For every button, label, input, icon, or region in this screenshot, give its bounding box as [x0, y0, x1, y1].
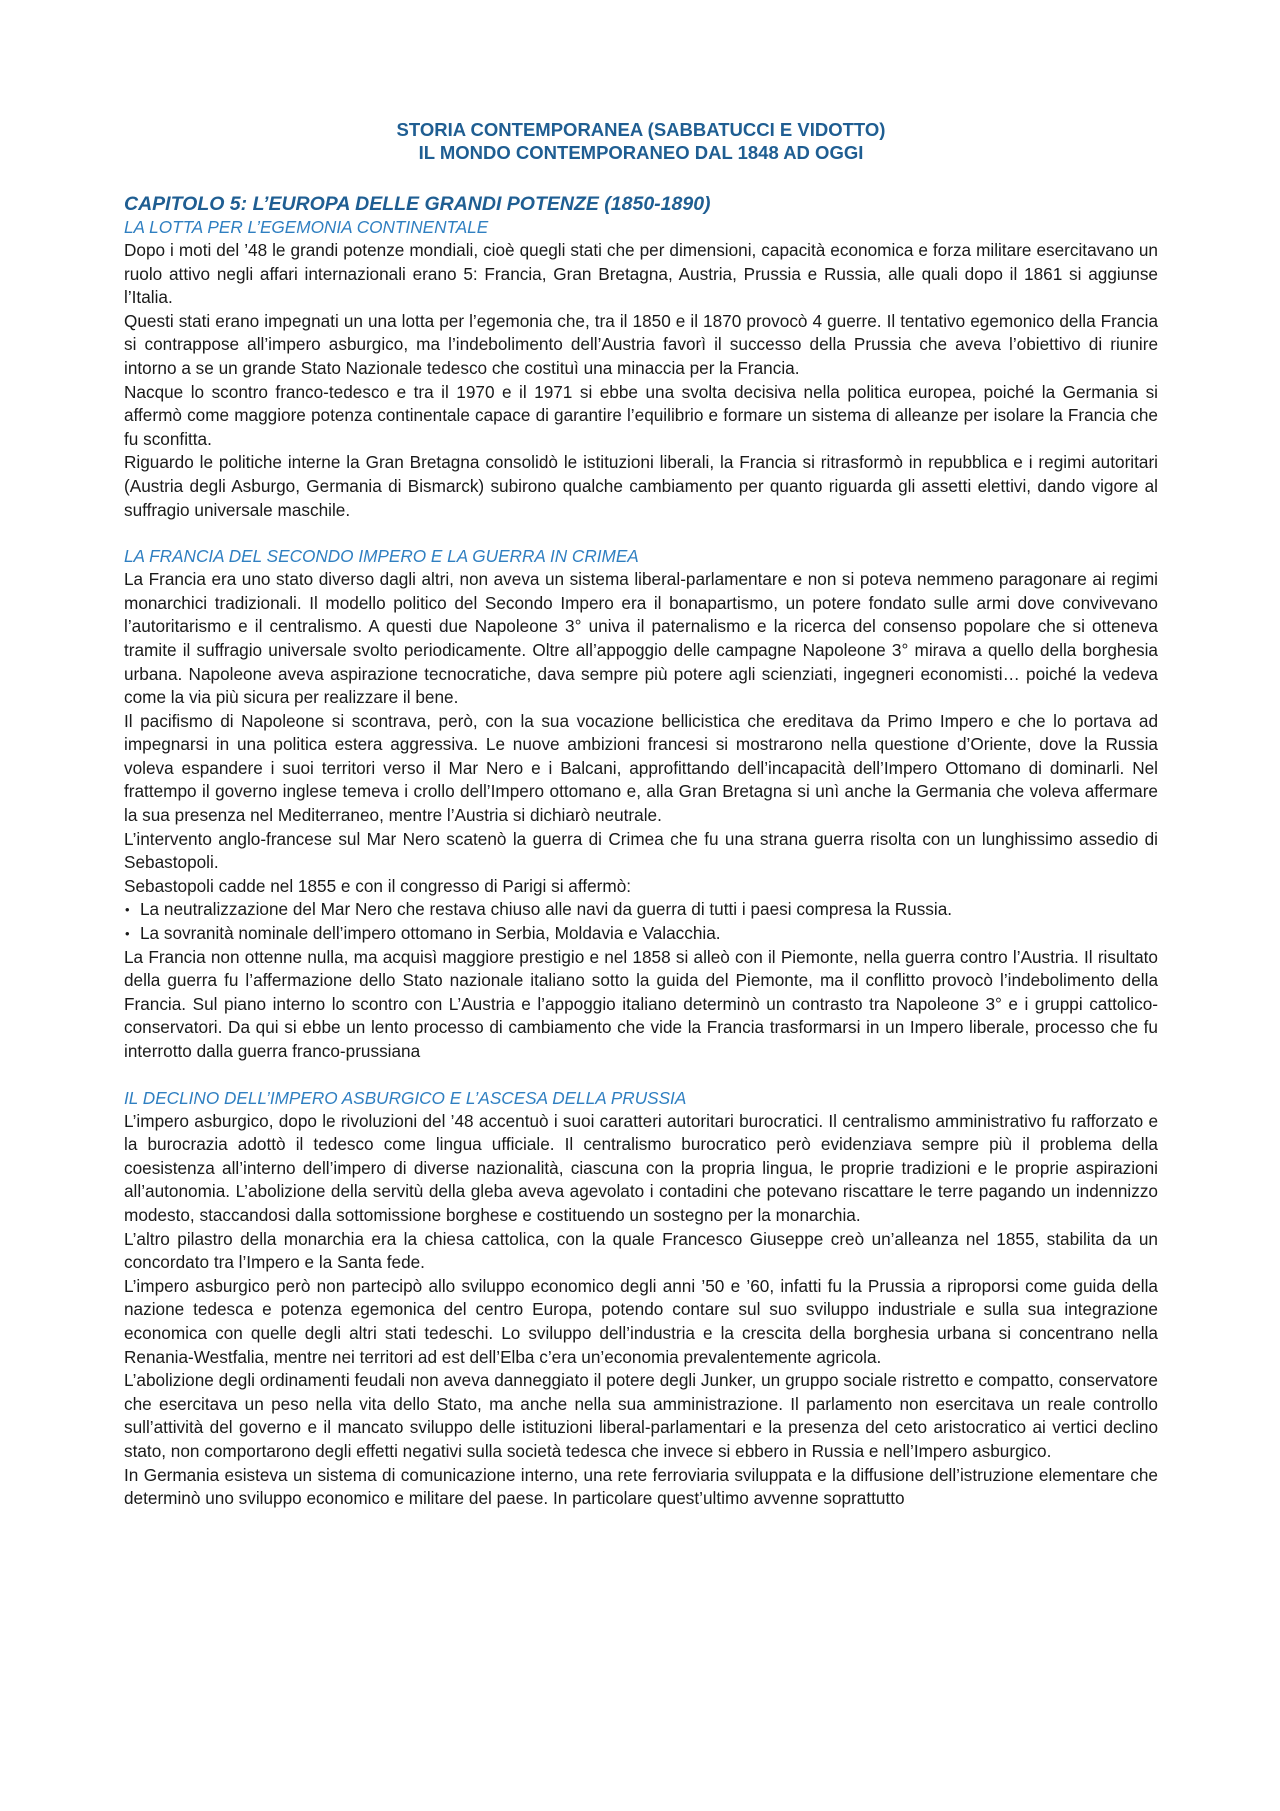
paragraph: Riguardo le politiche interne la Gran Bretagna consolidò le istituzioni liberali, la Francia si ritrasformò in repubblica e i regimi autoritari (Austria degli Asburgo, Germania di Bismarck) subirono qualche cambiamento per quanto riguarda gli assetti elettivi, dando vigore al suffragio universale maschile. [124, 452, 1158, 520]
document-header [124, 118, 1158, 164]
paragraph: La Francia non ottenne nulla, ma acquisì maggiore prestigio e nel 1858 si alleò con il Piemonte, nella guerra contro l’Austria. Il risultato della guerra fu l’affermazione dello Stato nazionale italiano sotto la guida del Piemonte, ma il conflitto provocò l’indebolimento della Francia. Sul piano interno lo scontro con L’Austria e l’appoggio italiano determinò un contrasto tra Napoleone 3° e i gruppi cattolico-conservatori. Da qui si ebbe un lento processo di cambiamento che vide la Francia trasformarsi in un Impero liberale, processo che fu interrotto dalla guerra franco-prussiana [124, 946, 1158, 1061]
paragraph: L’impero asburgico, dopo le rivoluzioni del ’48 accentuò i suoi caratteri autoritari burocratici. Il centralismo amministrativo fu rafforzato e la burocrazia adottò il tedesco come lingua ufficiale. Il centralismo burocratico però evidenziava sempre più il problema della coesistenza all’interno dell’impero di diverse nazionalità, ciascuna con la propria lingua, le proprie tradizioni e le proprie aspirazioni all’autonomia. L’abolizione della servitù della gleba aveva agevolato i contadini che potevano riscattare le terre pagando un indennizzo modesto, staccandosi dalla sottomissione borghese e costituendo un sostegno per la monarchia. [124, 1110, 1158, 1225]
paragraph: Dopo i moti del ’48 le grandi potenze mondiali, cioè quegli stati che per dimensioni, capacità economica e forza militare esercitavano un ruolo attivo negli affari internazionali erano 5: Francia, Gran Bretagna, Austria, Prussia e Russia, alle quali dopo il 1861 si aggiunse l’Italia. [124, 240, 1158, 308]
paragraph: L’abolizione degli ordinamenti feudali non aveva danneggiato il potere degli Junker, un gruppo sociale ristretto e compatto, conservatore che esercitava un peso nella vita dello Stato, ma anche nella sua amministrazione. Il parlamento non esercitava un reale controllo sull’attività del governo e il mancato sviluppo delle istituzioni liberal-parlamentari e la presenza del ceto aristocratico ai vertici declino stato, non comportarono degli effetti negativi sulla società tedesca che invece si ebbero in Russia e nell’Impero asburgico. [124, 1370, 1158, 1461]
list-item [124, 922, 1158, 946]
section-egemonia [124, 216, 1158, 522]
header-title-line-1: STORIA CONTEMPORANEA (SABBATUCCI E VIDOTTO) [396, 119, 886, 140]
section-title: IL DECLINO DELL’IMPERO ASBURGICO E L’ASCESA DELLA PRUSSIA [124, 1087, 687, 1108]
document-page [124, 118, 1158, 1534]
header-title-line-2: IL MONDO CONTEMPORANEO DAL 1848 AD OGGI [418, 142, 864, 163]
paragraph: L’intervento anglo-francese sul Mar Nero scatenò la guerra di Crimea che fu una strana guerra risolta con un lunghissimo assedio di Sebastopoli. [124, 828, 1158, 873]
paragraph: L’altro pilastro della monarchia era la chiesa cattolica, con la quale Francesco Giuseppe creò un’alleanza nel 1855, stabilita da un concordato tra l’Impero e la Santa fede. [124, 1228, 1158, 1273]
list-item-text: La neutralizzazione del Mar Nero che restava chiuso alle navi da guerra di tutti i paesi compresa la Russia. [140, 899, 953, 920]
bullet-list [124, 898, 1158, 945]
paragraph: Il pacifismo di Napoleone si scontrava, però, con la sua vocazione bellicistica che ereditava da Primo Impero e che lo portava ad impegnarsi in una politica estera aggressiva. Le nuove ambizioni francesi si mostrarono nella questione d’Oriente, dove la Russia voleva espandere i suoi territori verso il Mar Nero e i Balcani, approfittando dell’incapacità dell’Impero Ottomano di dominarli. Nel frattempo il governo inglese temeva i crollo dell’Impero ottomano e, alla Gran Bretagna si unì anche la Germania che voleva affermare la sua presenza nel Mediterraneo, mentre l’Austria si dichiarò neutrale. [124, 710, 1158, 826]
section-francia-crimea [124, 545, 1158, 1063]
paragraph: Sebastopoli cadde nel 1855 e con il congresso di Parigi si affermò: [124, 875, 632, 896]
bullet-icon: • [125, 902, 130, 918]
section-asburgico-prussia [124, 1087, 1158, 1511]
list-item-text: La sovranità nominale dell’impero ottomano in Serbia, Moldavia e Valacchia. [140, 923, 721, 944]
paragraph: L’impero asburgico però non partecipò allo sviluppo economico degli anni ’50 e ’60, infatti fu la Prussia a riproporsi come guida della nazione tedesca e potenza egemonica del centro Europa, potendo contare sul suo sviluppo industriale e sulla sua integrazione economica con quelle degli altri stati tedeschi. Lo sviluppo dell’industria e la crescita della borghesia urbana si concentrano nella Renania-Westfalia, mentre nei territori ad est dell’Elba c’era un’economia prevalentemente agricola. [124, 1275, 1158, 1367]
section-title: LA LOTTA PER L’EGEMONIA CONTINENTALE [124, 217, 489, 237]
paragraph: Questi stati erano impegnati un una lotta per l’egemonia che, tra il 1850 e il 1870 provocò 4 guerre. Il tentativo egemonico della Francia si contrappose all’impero asburgico, ma l’indebolimento dell’Austria favorì il successo della Prussia che aveva l’obiettivo di riunire intorno a se un grande Stato Nazionale tedesco che costituì una minaccia per la Francia. [124, 310, 1158, 378]
paragraph: In Germania esisteva un sistema di comunicazione interno, una rete ferroviaria sviluppata e la diffusione dell’istruzione elementare che determinò uno sviluppo economico e militare del paese. In particolare quest’ultimo avvenne soprattutto [124, 1464, 1158, 1509]
paragraph: Nacque lo scontro franco-tedesco e tra il 1970 e il 1971 si ebbe una svolta decisiva nella politica europea, poiché la Germania si affermò come maggiore potenza continentale capace di garantire l’equilibrio e formare un sistema di alleanze per isolare la Francia che fu sconfitta. [124, 381, 1158, 449]
bullet-icon: • [125, 926, 130, 942]
chapter-title: CAPITOLO 5: L’EUROPA DELLE GRANDI POTENZE (1850-1890) [124, 193, 711, 215]
paragraph: La Francia era uno stato diverso dagli altri, non aveva un sistema liberal-parlamentare e non si poteva nemmeno paragonare ai regimi monarchici tradizionali. Il modello politico del Secondo Impero era il bonapartismo, un potere fondato sulle armi dove convivevano l’autoritarismo e il centralismo. A questi due Napoleone 3° univa il paternalismo e la ricerca del consenso popolare che si otteneva tramite il suffragio universale svolto periodicamente. Oltre all’appoggio delle campagne Napoleone 3° mirava a quello della borghesia urbana. Napoleone aveva aspirazione tecnocratiche, dava sempre più potere agli scienziati, ingegneri economisti… poiché la vedeva come la via più sicura per realizzare il bene. [124, 569, 1158, 708]
list-item [124, 898, 1158, 922]
section-title: LA FRANCIA DEL SECONDO IMPERO E LA GUERRA IN CRIMEA [124, 546, 639, 567]
